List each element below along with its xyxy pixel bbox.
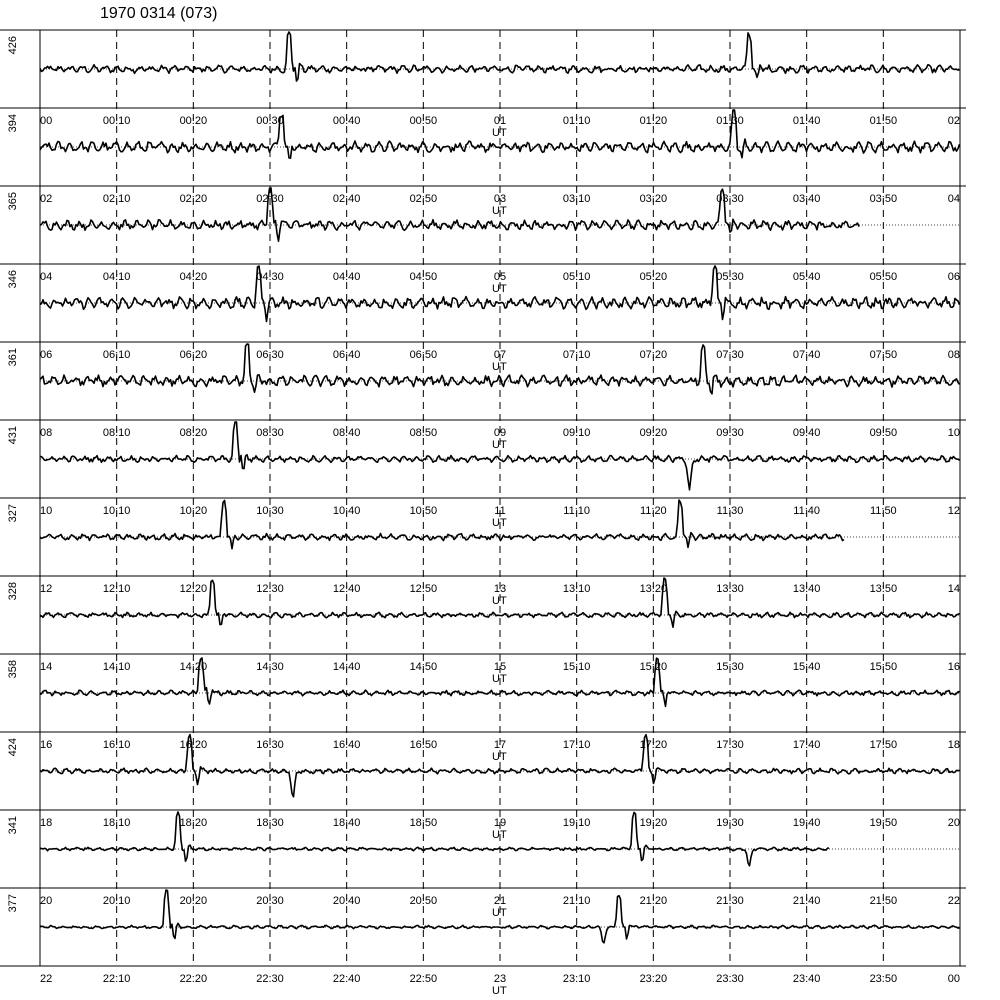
tick-label: 02:30: [256, 193, 284, 205]
tick-label: 03:10: [562, 193, 591, 205]
panel-scale-label: 426: [7, 36, 19, 55]
tick-label: 05:40: [792, 271, 821, 283]
tick-label: 10: [947, 427, 960, 439]
tick-label: 20:20: [179, 895, 208, 907]
tick-label: 13: [493, 583, 507, 595]
tick-label: 00:20: [179, 115, 208, 127]
tick-label: 09:40: [792, 427, 821, 439]
tick-label: 00: [947, 973, 960, 985]
tick-label: 23:20: [639, 973, 668, 985]
axis-label-ut: UT: [492, 595, 507, 607]
tick-label: 08: [947, 349, 960, 361]
tick-label: 22:50: [409, 973, 438, 985]
tick-label: 19: [493, 817, 507, 829]
tick-label: 14:50: [409, 661, 438, 673]
tick-label: 04:40: [332, 271, 361, 283]
tick-label: 08:40: [332, 427, 361, 439]
tick-label: 04:50: [409, 271, 438, 283]
tick-label: 10:30: [256, 505, 284, 517]
tick-label: 06:30: [256, 349, 284, 361]
tick-label: 19:20: [639, 817, 668, 829]
tick-label: 08:50: [409, 427, 438, 439]
tick-label: 20:30: [256, 895, 284, 907]
tick-label: 09:20: [639, 427, 668, 439]
tick-label: 14:30: [256, 661, 284, 673]
tick-label: 08: [40, 427, 53, 439]
tick-label: 00:10: [102, 115, 131, 127]
tick-label: 07:40: [792, 349, 821, 361]
tick-label: 06: [947, 271, 960, 283]
tick-label: 17:40: [792, 739, 821, 751]
tick-label: 17:10: [562, 739, 591, 751]
tick-label: 16:40: [332, 739, 361, 751]
tick-label: 05:20: [639, 271, 668, 283]
tick-label: 12: [40, 583, 53, 595]
tick-label: 11:20: [639, 505, 667, 517]
tick-label: 22:40: [332, 973, 361, 985]
tick-label: 22:10: [102, 973, 131, 985]
tick-label: 18:30: [256, 817, 284, 829]
tick-label: 20: [40, 895, 53, 907]
tick-label: 14:40: [332, 661, 361, 673]
tick-label: 17:50: [869, 739, 898, 751]
tick-label: 20:40: [332, 895, 361, 907]
tick-label: 06:50: [409, 349, 438, 361]
tick-label: 05:30: [716, 271, 744, 283]
tick-label: 16:30: [256, 739, 284, 751]
tick-label: 14:10: [102, 661, 131, 673]
tick-label: 10:50: [409, 505, 438, 517]
panel-scale-label: 328: [7, 582, 19, 601]
tick-label: 09:50: [869, 427, 898, 439]
tick-label: 13:10: [562, 583, 591, 595]
axis-label-ut: UT: [492, 361, 507, 373]
tick-label: 10:10: [102, 505, 131, 517]
panel-scale-label: 327: [7, 504, 19, 523]
panel-scale-label: 431: [7, 426, 19, 445]
tick-label: 21:40: [792, 895, 821, 907]
tick-label: 04: [947, 193, 960, 205]
tick-label: 07:50: [869, 349, 898, 361]
tick-label: 22: [947, 895, 960, 907]
tick-label: 23:30: [716, 973, 744, 985]
tick-label: 16: [947, 661, 960, 673]
tick-label: 01: [493, 115, 507, 127]
tick-label: 13:30: [716, 583, 744, 595]
tick-label: 13:40: [792, 583, 821, 595]
tick-label: 09:10: [562, 427, 591, 439]
tick-label: 20: [947, 817, 960, 829]
tick-label: 00:50: [409, 115, 438, 127]
axis-label-ut: UT: [492, 829, 507, 841]
tick-label: 23:40: [792, 973, 821, 985]
tick-label: 22:20: [179, 973, 208, 985]
tick-label: 04:20: [179, 271, 208, 283]
tick-label: 00:40: [332, 115, 361, 127]
panel-scale-label: 361: [7, 348, 19, 367]
tick-label: 15:20: [639, 661, 668, 673]
panel-scale-label: 394: [7, 114, 19, 133]
tick-label: 07:20: [639, 349, 668, 361]
tick-label: 07:10: [562, 349, 591, 361]
tick-label: 01:30: [716, 115, 744, 127]
tick-label: 03:40: [792, 193, 821, 205]
tick-label: 22:30: [256, 973, 284, 985]
tick-label: 15:40: [792, 661, 821, 673]
tick-label: 23:50: [869, 973, 898, 985]
tick-label: 16: [40, 739, 53, 751]
tick-label: 06:40: [332, 349, 361, 361]
tick-label: 18: [947, 739, 960, 751]
tick-label: 12:30: [256, 583, 284, 595]
tick-label: 18: [40, 817, 53, 829]
tick-label: 14:20: [179, 661, 208, 673]
tick-label: 10:40: [332, 505, 361, 517]
tick-label: 18:50: [409, 817, 438, 829]
tick-label: 12:50: [409, 583, 438, 595]
axis-label-ut: UT: [492, 907, 507, 919]
tick-label: 03: [493, 193, 507, 205]
tick-label: 18:20: [179, 817, 208, 829]
tick-label: 00: [40, 115, 53, 127]
tick-label: 03:50: [869, 193, 898, 205]
tick-label: 11:30: [716, 505, 744, 517]
tick-label: 06: [40, 349, 53, 361]
tick-label: 08:10: [102, 427, 131, 439]
tick-label: 23:10: [562, 973, 591, 985]
tick-label: 09:30: [716, 427, 744, 439]
tick-label: 01:10: [562, 115, 591, 127]
tick-label: 11:50: [869, 505, 897, 517]
panel-scale-label: 365: [7, 192, 19, 211]
tick-label: 02:10: [102, 193, 131, 205]
tick-label: 16:20: [179, 739, 208, 751]
tick-label: 17:30: [716, 739, 744, 751]
tick-label: 01:20: [639, 115, 668, 127]
panel-scale-label: 341: [7, 816, 19, 835]
tick-label: 02: [40, 193, 53, 205]
tick-label: 01:40: [792, 115, 821, 127]
tick-label: 10:20: [179, 505, 208, 517]
tick-label: 07:30: [716, 349, 744, 361]
tick-label: 05:50: [869, 271, 898, 283]
tick-label: 20:50: [409, 895, 438, 907]
tick-label: 02:50: [409, 193, 438, 205]
tick-label: 06:10: [102, 349, 131, 361]
tick-label: 02: [947, 115, 960, 127]
tick-label: 17: [493, 739, 507, 751]
tick-label: 02:40: [332, 193, 361, 205]
axis-label-ut: UT: [492, 127, 507, 139]
axis-label-ut: UT: [492, 283, 507, 295]
axis-label-ut: UT: [492, 517, 507, 529]
tick-label: 12:10: [102, 583, 131, 595]
axis-label-ut: UT: [492, 205, 507, 217]
tick-label: 15:50: [869, 661, 898, 673]
tick-label: 18:40: [332, 817, 361, 829]
tick-label: 15:10: [562, 661, 591, 673]
tick-label: 19:30: [716, 817, 744, 829]
tick-label: 09: [493, 427, 507, 439]
tick-label: 19:40: [792, 817, 821, 829]
chart-title: 1970 0314 (073): [100, 5, 218, 22]
axis-label-ut: UT: [492, 985, 507, 997]
tick-label: 03:20: [639, 193, 668, 205]
axis-label-ut: UT: [492, 673, 507, 685]
tick-label: 14: [947, 583, 960, 595]
tick-label: 04:10: [102, 271, 131, 283]
tick-label: 13:20: [639, 583, 668, 595]
tick-label: 05:10: [562, 271, 591, 283]
tick-label: 12:20: [179, 583, 208, 595]
axis-label-ut: UT: [492, 439, 507, 451]
panel-scale-label: 358: [7, 660, 19, 679]
tick-label: 07: [493, 349, 507, 361]
tick-label: 08:20: [179, 427, 208, 439]
tick-label: 12: [947, 505, 960, 517]
panel-scale-label: 424: [7, 738, 19, 757]
tick-label: 13:50: [869, 583, 898, 595]
tick-label: 17:20: [639, 739, 668, 751]
tick-label: 08:30: [256, 427, 284, 439]
tick-label: 11:10: [563, 505, 591, 517]
tick-label: 12:40: [332, 583, 361, 595]
tick-label: 14: [40, 661, 53, 673]
tick-label: 18:10: [102, 817, 131, 829]
tick-label: 03:30: [716, 193, 744, 205]
tick-label: 02:20: [179, 193, 208, 205]
tick-label: 23: [493, 973, 507, 985]
tick-label: 05: [493, 271, 507, 283]
tick-label: 19:10: [562, 817, 591, 829]
tick-label: 15: [493, 661, 507, 673]
tick-label: 21:30: [716, 895, 744, 907]
tick-label: 11:40: [793, 505, 821, 517]
axis-label-ut: UT: [492, 751, 507, 763]
tick-label: 21:20: [639, 895, 668, 907]
tick-label: 16:10: [102, 739, 131, 751]
tick-label: 22: [40, 973, 53, 985]
tick-label: 21: [493, 895, 507, 907]
tick-label: 19:50: [869, 817, 898, 829]
tick-label: 00:30: [256, 115, 284, 127]
tick-label: 21:50: [869, 895, 898, 907]
tick-label: 11: [494, 505, 506, 517]
tick-label: 15:30: [716, 661, 744, 673]
tick-label: 10: [40, 505, 53, 517]
tick-label: 20:10: [102, 895, 131, 907]
tick-label: 16:50: [409, 739, 438, 751]
tick-label: 21:10: [562, 895, 591, 907]
tick-label: 01:50: [869, 115, 898, 127]
tick-label: 04: [40, 271, 53, 283]
tick-label: 04:30: [256, 271, 284, 283]
panel-scale-label: 377: [7, 894, 19, 913]
tick-label: 06:20: [179, 349, 208, 361]
panel-scale-label: 346: [7, 270, 19, 289]
